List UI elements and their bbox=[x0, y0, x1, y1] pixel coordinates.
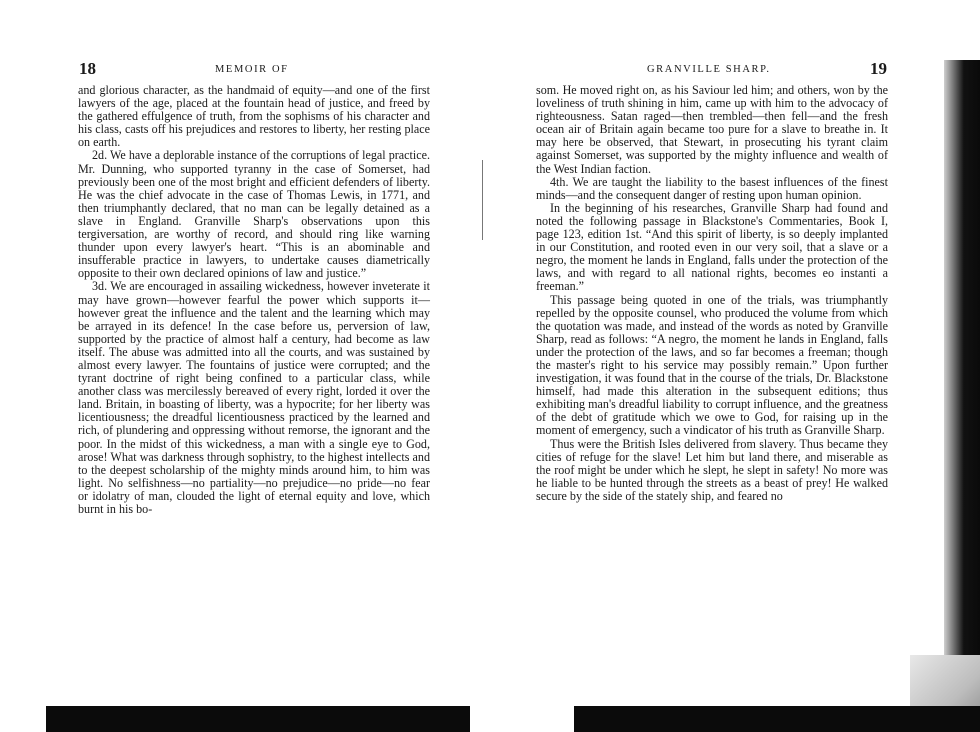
paragraph: In the beginning of his researches, Granville Sharp had found and noted the following passage in Blackstone's Commentaries, Book I, page 123, edition 1st. “And this spirit of liberty, is so deeply implanted in our Constitution, and rooted even in our very soil, that a slave or a negro, the moment he lands in England, falls under the protection of the laws, and with regard to all national rights, becomes eo instanti a freeman.” bbox=[536, 200, 888, 294]
paragraph: 4th. We are taught the liability to the basest influences of the finest minds—and the consequent danger of resting upon human opinion. bbox=[536, 174, 888, 202]
paragraph: and glorious character, as the handmaid of equity—and one of the first lawyers of the age, placed at the fountain head of justice, and freed by the gathered effulgence of truth, from the sophisms of his character and his class, casts off his prejudices and restores to liberty, her resting place on earth. bbox=[78, 83, 430, 150]
right-running-head: GRANVILLE SHARP. bbox=[647, 64, 771, 75]
paragraph: Thus were the British Isles delivered from slavery. Thus became they cities of refuge for the slave! Let him but land there, and miserable as the roof might be under which he slept, he slept in safety! No more was he liable to be hunted through the streets as a beast of prey! He walked secure by the side of the stately ship, and feared no bbox=[536, 436, 888, 503]
scan-edge-bar bbox=[574, 706, 980, 732]
paragraph: 2d. We have a deplorable instance of the corruptions of legal practice. Mr. Dunning, who supported tyranny in the case of Somerset, had previously been one of the most bright and efficient defenders of liberty. He was the chief advocate in the case of Thomas Lewis, in 1771, and then triumphantly declared, that no man can be legally detained as a slave in England. Granville Sharp's observations upon this tergiversation, are worthy of record, and should ring like warning thunder upon every lawyer's heart. “This is an abominable and insufferable practice in lawyers, to undertake causes diametrically opposite to their own declared opinions of law and justice.” bbox=[78, 148, 430, 281]
page-edge-shadow bbox=[944, 60, 980, 732]
right-page bbox=[490, 0, 980, 732]
left-page-number: 18 bbox=[79, 59, 96, 78]
scan-edge-bar bbox=[46, 706, 470, 732]
binding-mark bbox=[482, 160, 483, 240]
right-page-number: 19 bbox=[870, 59, 887, 78]
paragraph: 3d. We are encouraged in assailing wickedness, however inveterate it may have grown—however fearful the power which supports it—however great the influence and the talent and the learning which may be arrayed in its defence! In the case before us, perversion of law, supported by the practice of almost half a century, had become as law itself. The abuse was admitted into all the courts, and was sustained by almost every lawyer. The fountains of justice were corrupted; and the tyrant doctrine of right being confined to a particular class, while another class was mercilessly bereaved of every right, lorded it over the land. Britain, in boasting of liberty, was a hypocrite; for her liberty was licentiousness; the dreadful licentiousness practiced by the learned and rich, of plundering and oppressing without remorse, the ignorant and the poor. In the midst of this wickedness, a man with a single eye to God, arose! What was darkness through sophistry, to the highest intellects and to the deepest scholarship of the mighty minds around him, to him was light. No selfishness—no partiality—no prejudice—no pride—no fear or idolatry of man, clouded the light of eternal equity and love, which burnt in his bo- bbox=[78, 279, 430, 516]
right-text-column bbox=[536, 84, 888, 503]
paragraph: This passage being quoted in one of the trials, was triumphantly repelled by the opposite counsel, who produced the volume from which the quotation was made, and instead of the words as noted by Granville Sharp, read as follows: “A negro, the moment he lands in England, falls under the protection of the laws, and so far becomes a freeman; though the master's right to his service may possibly remain.” Upon further investigation, it was found that in the course of the trials, Dr. Blackstone himself, had made this alteration in the subsequent editions; thus exhibiting man's dreadful liability to corrupt influence, and the greatness of the debt of gratitude which we owe to God, for raising up in the moment of emergency, such a vindicator of his truth as Granville Sharp. bbox=[536, 292, 888, 438]
left-text-column bbox=[78, 84, 430, 516]
paragraph: som. He moved right on, as his Saviour led him; and others, won by the loveliness of truth shining in him, came up with him to the advocacy of righteousness. Satan raged—then trembled—then fell—and the fresh ocean air of Britain again became too pure for a slave to breathe in. It may here be observed, that Stewart, in prosecuting his tyrant claim against Somerset, was supported by the mighty influence and wealth of the West Indian faction. bbox=[536, 83, 888, 176]
left-running-head: MEMOIR OF bbox=[215, 64, 289, 75]
